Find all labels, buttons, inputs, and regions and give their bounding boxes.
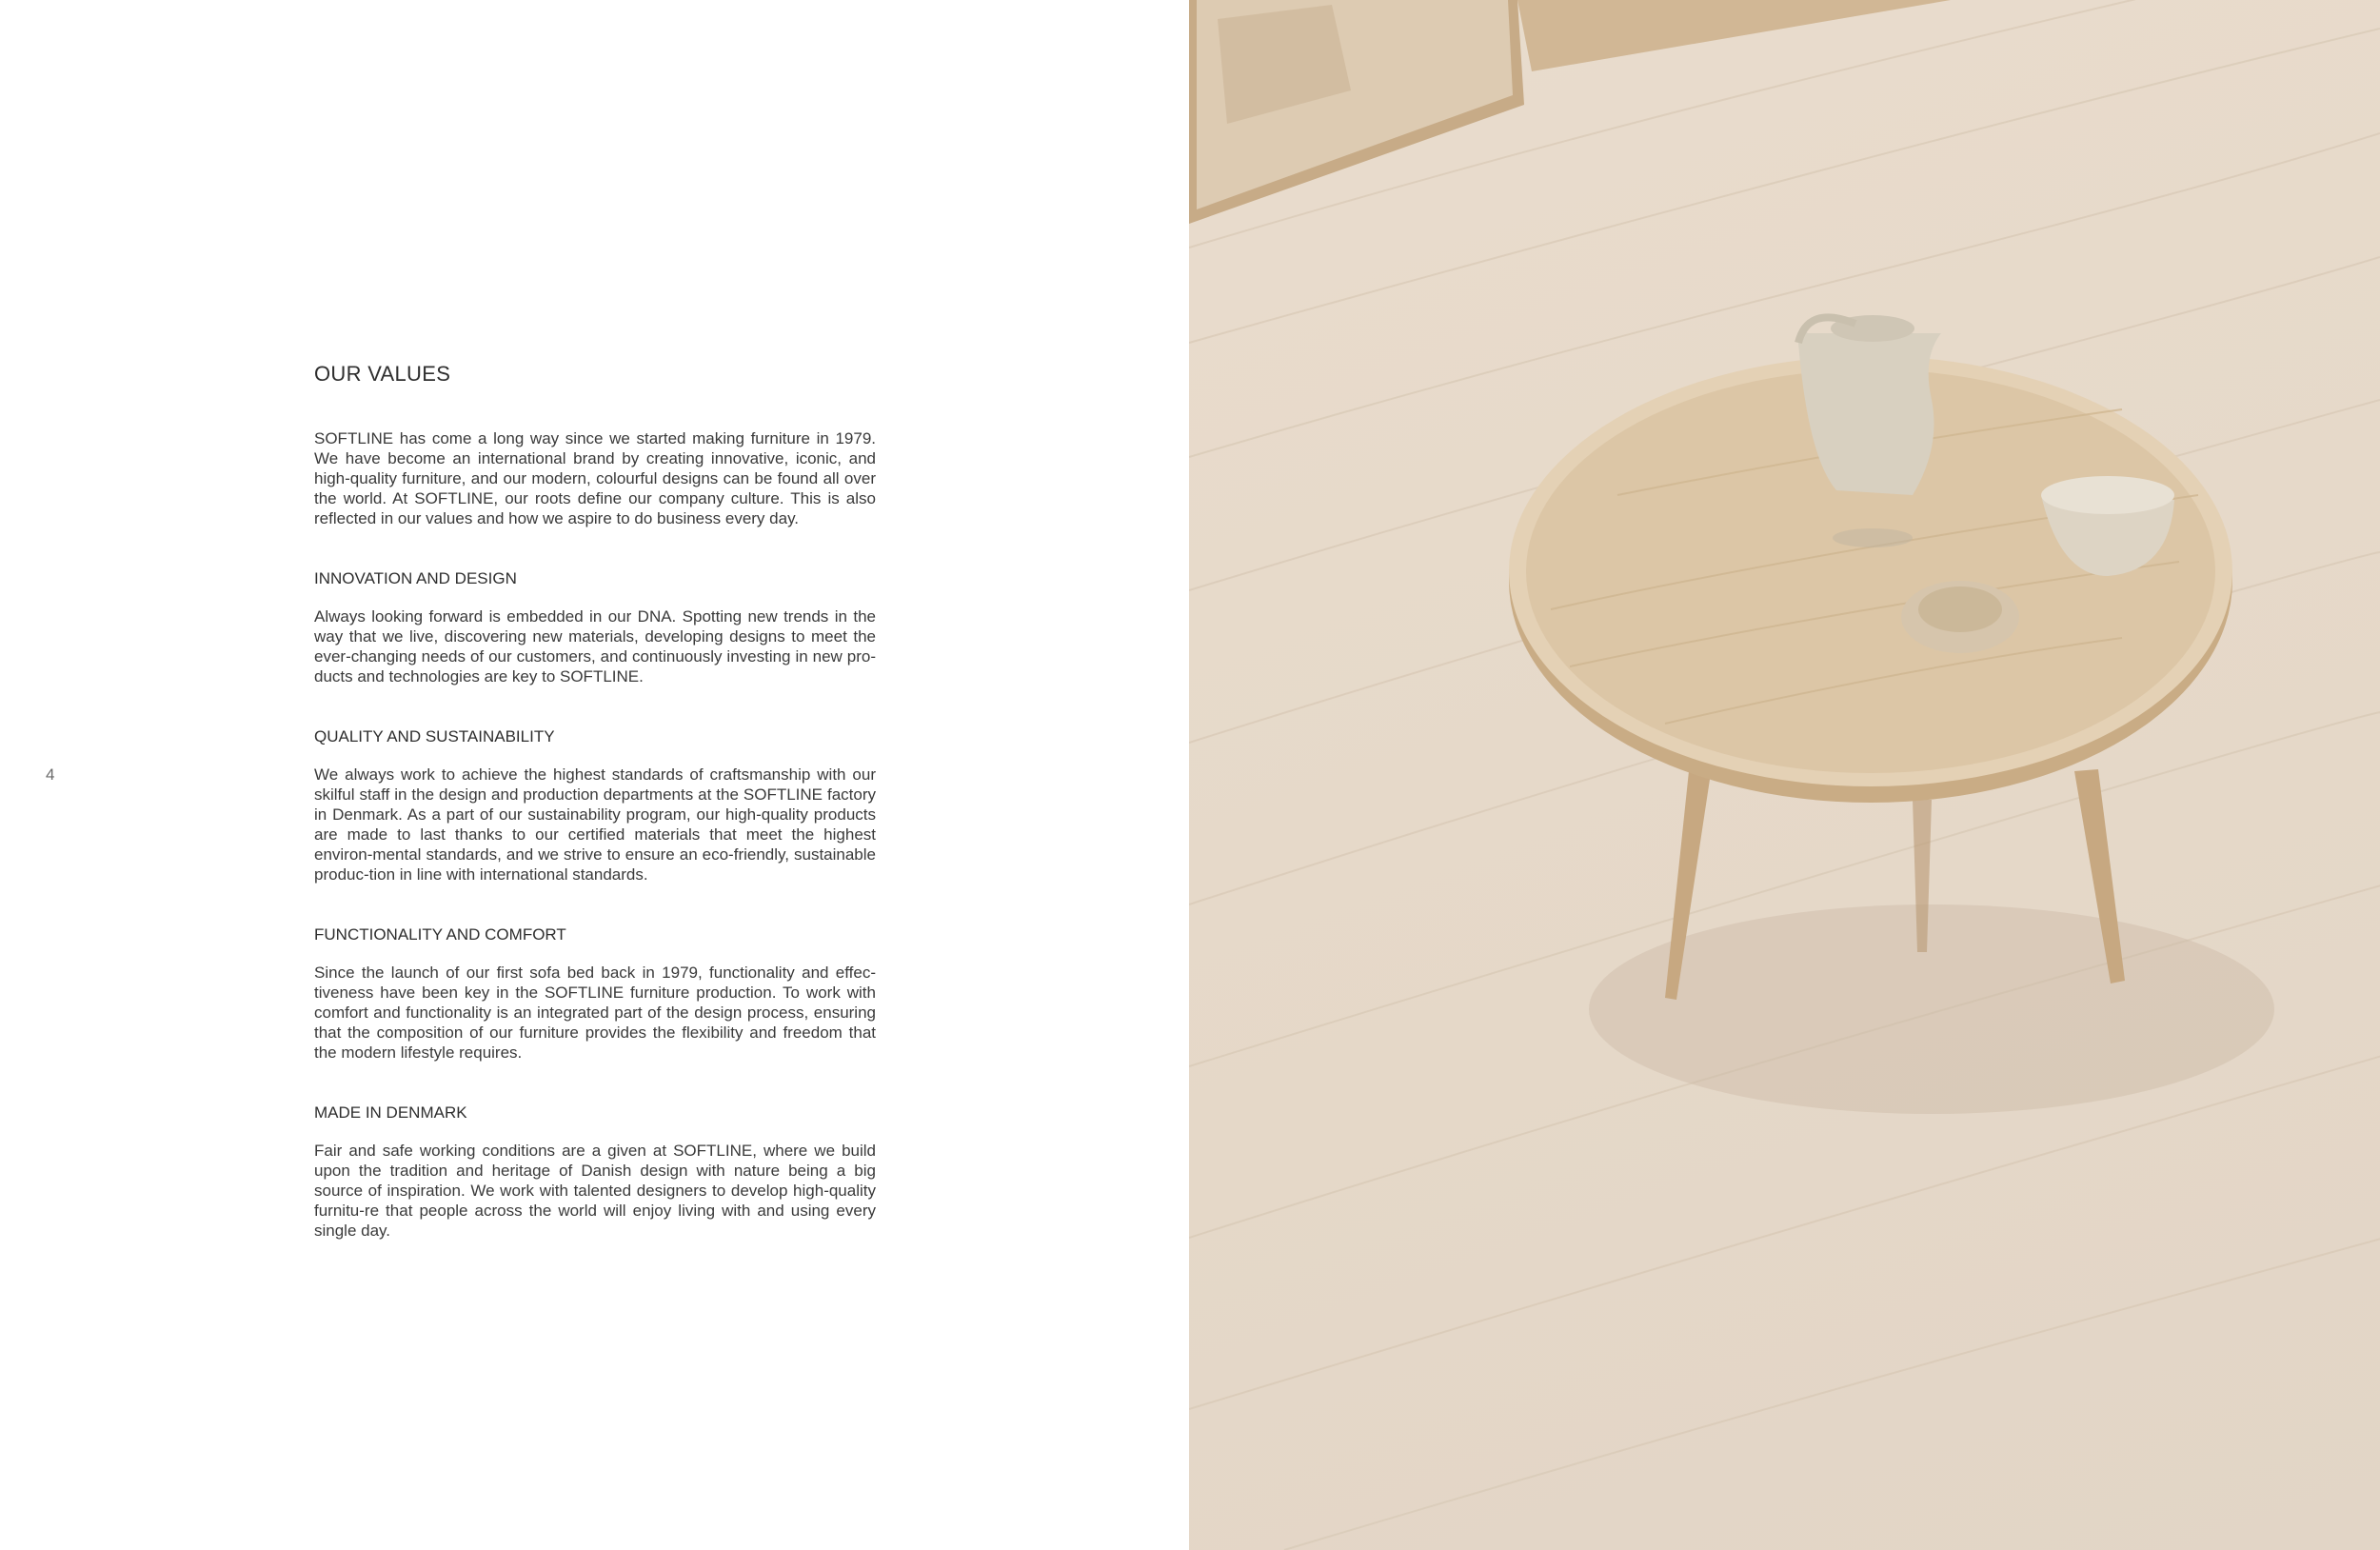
section-heading-functionality: FUNCTIONALITY AND COMFORT (314, 925, 566, 944)
picture-frame (1189, 0, 1524, 224)
article-title: OUR VALUES (314, 362, 451, 386)
section-heading-quality: QUALITY AND SUSTAINABILITY (314, 727, 555, 745)
values-article (314, 362, 876, 1282)
section-body-made-in-denmark: Fair and safe working conditions are a given at SOFTLINE, where we build upon the tradition and heritage of Danish design with nature being a big source of inspiration. We work with talented designers to develop high-quality furnitu-re that people across the world will enjoy living with and using every single day. (314, 1142, 876, 1240)
section-body-functionality: Since the launch of our first sofa bed back in 1979, functionality and effec-tiveness have been key in the SOFTLINE furniture production. To work with comfort and functionality is an integrated part of the design process, ensuring that the composition of our furniture provides the flexibility and freedom that the modern lifestyle requires. (314, 964, 876, 1062)
section-heading-innovation: INNOVATION AND DESIGN (314, 569, 517, 587)
section-body-innovation: Always looking forward is embedded in our DNA. Spotting new trends in the way that we live, discovering new materials, developing designs to meet the ever-changing needs of our customers, and continuously investing in new pro-ducts and technologies are key to SOFTLINE. (314, 607, 876, 686)
page-number: 4 (46, 765, 55, 784)
left-page (0, 0, 1189, 1550)
side-table-photo (1189, 0, 2380, 1550)
wall-panel (1517, 0, 1951, 71)
stone-dish (1901, 581, 2019, 653)
intro-paragraph: SOFTLINE has come a long way since we started making furniture in 1979. We have become an international brand by creating innovative, iconic, and high-quality furniture, and our modern, colourful designs can be found all over the world. At SOFTLINE, our roots define our company culture. This is also reflected in our values and how we aspire to do business every day. (314, 429, 876, 527)
table-shadow (1589, 904, 2274, 1114)
photo-page (1189, 0, 2380, 1550)
section-heading-made-in-denmark: MADE IN DENMARK (314, 1103, 467, 1122)
section-body-quality: We always work to achieve the highest standards of craftsmanship with our skilful staff in the design and production departments at the SOFTLINE factory in Denmark. As a part of our sustainability program, our high-quality products are made to last thanks to our certified materials that meet the highest environ-mental standards, and we strive to ensure an eco-friendly, sustainable produc-tion in line with international standards. (314, 765, 876, 884)
